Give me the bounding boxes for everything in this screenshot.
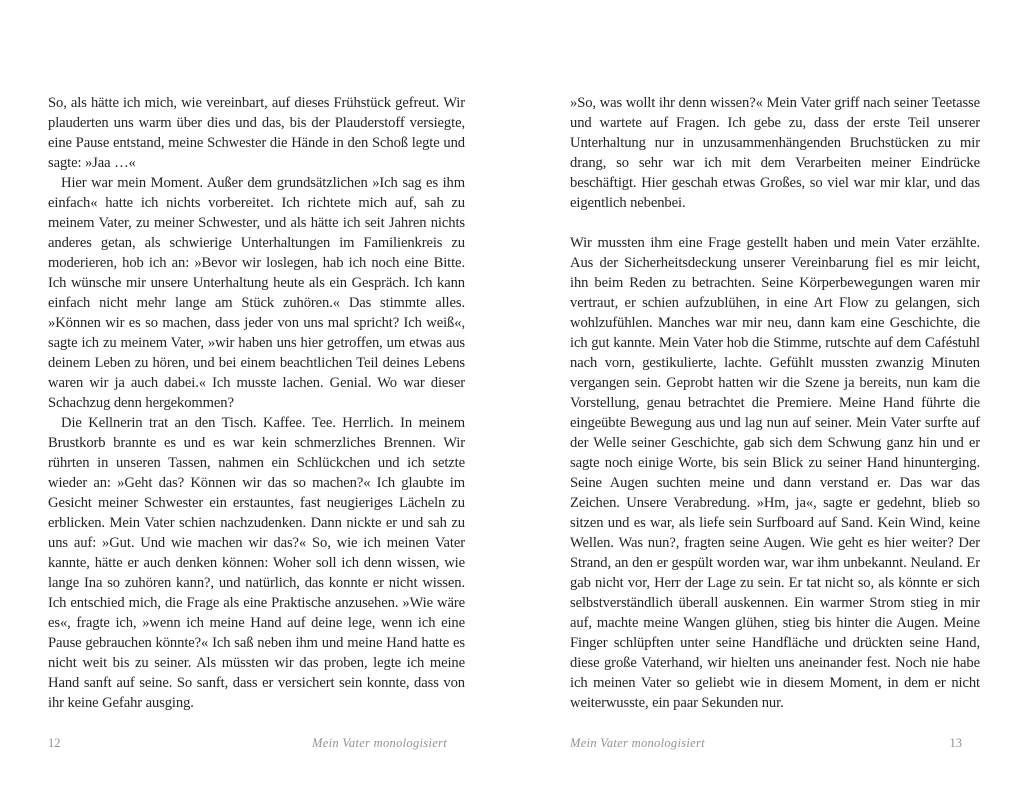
page-left-footer <box>48 736 465 751</box>
running-title-right: Mein Vater monologisiert <box>570 736 705 750</box>
page-left-text <box>48 93 465 713</box>
page-left <box>48 0 465 793</box>
paragraph: Die Kellnerin trat an den Tisch. Kaffee. Tee. Herrlich. In meinem Brustkorb brannte es und es war kein schmerzliches Brennen. Wir rührten in unseren Tassen, nahmen ein Schlückchen und ich setzte wieder an: »Geht das? Können wir das so machen?« Ich glaubte im Gesicht meiner Schwester ein erstauntes, fast neugieriges Lächeln zu erblicken. Mein Vater schien nachzudenken. Dann nickte er und sah zu uns auf: »Gut. Und wie machen wir das?« So, wie ich meinen Vater kannte, hätte er auch denken können: Woher soll ich denn wissen, wie lange Ina so zuhören kann?, und natürlich, das konnte er nicht wissen. Ich entschied mich, die Frage als eine Praktische anzusehen. »Wie wäre es«, fragte ich, »wenn ich meine Hand auf deine lege, wenn ich eine Pause gebrauchen könnte?« Ich saß neben ihm und meine Hand hatte es nicht weit bis zu seiner. Als müssten wir das proben, legte ich meine Hand sanft auf seine. So sanft, dass er versichert sein konnte, dass von ihr keine Gefahr ausging. <box>48 415 465 711</box>
page-right <box>570 0 980 793</box>
running-title-left: Mein Vater monologisiert <box>312 736 447 750</box>
page-number-right: 13 <box>949 736 962 750</box>
paragraph: »So, was wollt ihr denn wissen?« Mein Vater griff nach seiner Teetasse und wartete auf Fragen. Ich gebe zu, dass der erste Teil unserer Unterhaltung nur in unzusammenhängenden Bruchstücken zu mir drang, so sehr war ich mit dem Verarbeiten meiner Eindrücke beschäftigt. Hier geschah etwas Großes, so viel war mir klar, und das eigentlich nebenbei. <box>570 95 980 211</box>
paragraph: Wir mussten ihm eine Frage gestellt haben und mein Vater erzählte. Aus der Sicherheitsdeckung unserer Vereinbarung fiel es mir leicht, ihn beim Reden zu betrachten. Seine Körperbewegungen waren mir vertraut, er schien aufzublühen, in eine Art Flow zu gelangen, sich wohlzufühlen. Manches war mir neu, dann kam eine Geschichte, die ich gut kannte. Mein Vater hob die Stimme, rutschte auf dem Caféstuhl nach vorn, gestikulierte, lachte. Gefühlt mussten zwanzig Minuten vergangen sein. Geprobt hatten wir die Szene ja bereits, nun kam die Vorstellung, genau betrachtet die Premiere. Meine Hand führte die eingeübte Bewegung aus und lag nun auf seiner. Mein Vater surfte auf der Welle seiner Geschichte, gab sich dem Schwung ganz hin und er sagte noch einige Worte, bis sein Blick zu seiner Hand hinunterging. Seine Augen suchten meine und dann verstand er. Das war das Zeichen. Unsere Verabredung. »Hm, ja«, sagte er gedehnt, blieb so sitzen und es war, als liefe sein Surfboard auf Sand. Kein Wind, keine Wellen. Was nun?, fragten seine Augen. Wie geht es hier weiter? Der Strand, an den er gespült worden war, war ihm unbekannt. Neuland. Er gab nicht vor, Herr der Lage zu sein. Er tat nicht so, als könnte er sich selbstverständlich überall auskennen. Ein warmer Strom stieg in mir auf, machte meine Wangen glühen, stieg bis hinter die Augen. Meine Finger schlüpften unter seine Handfläche und drückten seine Hand, diese große Vaterhand, wir hielten uns aneinander fest. Noch nie habe ich meinen Vater so geliebt wie in diesem Moment, in dem er nicht weiterwusste, ein paar Sekunden nur. <box>570 235 980 711</box>
page-right-text <box>570 93 980 713</box>
paragraph: So, als hätte ich mich, wie vereinbart, auf dieses Frühstück gefreut. Wir plauderten uns warm über dies und das, bis der Plauderstoff versiegte, eine Pause entstand, meine Schwester die Hände in den Schoß legte und sagte: »Jaa …« <box>48 95 465 171</box>
page-number-left: 12 <box>48 736 61 750</box>
page-right-footer <box>570 736 980 751</box>
paragraph: Hier war mein Moment. Außer dem grundsätzlichen »Ich sag es ihm einfach« hatte ich nichts vorbereitet. Ich richtete mich auf, sah zu meinem Vater, zu meiner Schwester, und als hätte ich seit Jahren nichts anderes getan, als schwierige Unterhaltungen im Familienkreis zu moderieren, hob ich an: »Bevor wir loslegen, hab ich noch eine Bitte. Ich wünsche mir unsere Unterhaltung heute als ein Gespräch. Ich kann einfach nicht mehr lange am Stück zuhören.« Das stimmte alles. »Können wir es so machen, dass jeder von uns mal spricht? Ich weiß«, sagte ich zu meinem Vater, »wir haben uns hier getroffen, um etwas aus deinem Leben zu hören, und bei einem beachtlichen Teil deines Lebens waren wir ja auch dabei.« Ich musste lachen. Genial. Wo war dieser Schachzug denn hergekommen? <box>48 175 465 411</box>
